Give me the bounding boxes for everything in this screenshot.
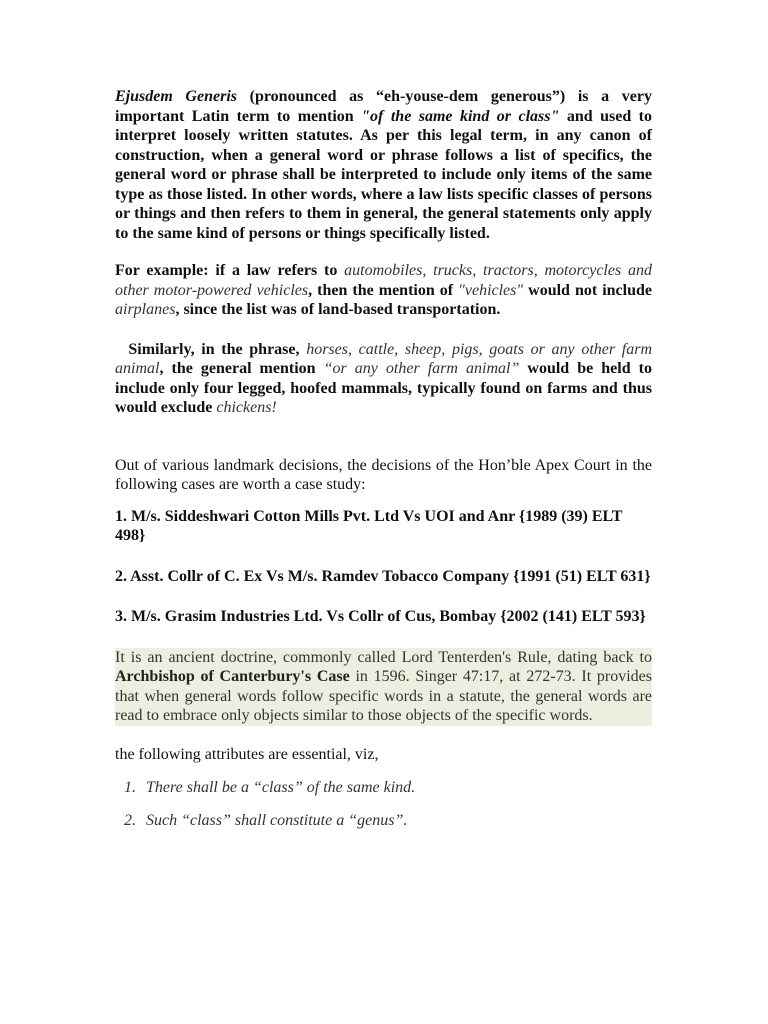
intro-paragraph (115, 87, 652, 243)
similar-animal-list: horses, cattle, sheep, pigs, goats or any other farm animal (115, 340, 653, 377)
doctrine-text-1: It is an ancient doctrine, commonly called Lord Tenterden's Rule, dating back to (115, 648, 652, 666)
intro-quote: "of the same kind or class" (361, 107, 560, 125)
example-vehicles-word: "vehicles" (458, 281, 524, 299)
intro-text-1: (pronounced as “eh-youse-dem generous”) is a very important Latin term to mention (115, 88, 653, 125)
list-item: 2. Such “class” shall constitute a “genus”. (140, 811, 652, 831)
document-body (115, 87, 652, 843)
similarly-paragraph (115, 340, 652, 418)
list-item: 1. There shall be a “class” of the same kind. (140, 778, 652, 798)
example-airplanes: airplanes (115, 301, 176, 318)
similar-lead: Similarly, in the phrase, (128, 340, 307, 358)
example-lead: For example: if a law refers to (115, 262, 345, 279)
term-ejusdem-generis: Ejusdem Generis (115, 88, 237, 105)
example-paragraph (115, 261, 652, 320)
case-citation-3: 3. M/s. Grasim Industries Ltd. Vs Collr of Cus, Bombay {2002 (141) ELT 593} (115, 608, 646, 625)
attributes-lead: the following attributes are essential, viz, (115, 745, 379, 763)
example-mid2: would not include (523, 281, 653, 299)
doctrine-case-name: Archbishop of Canterbury's Case (115, 668, 350, 685)
similar-mid2: would be held to include only four legged, hoofed mammals, typically found on farms and thus would exclude (115, 360, 652, 416)
similar-mid: , the general mention (159, 360, 324, 377)
similar-chickens: chickens! (216, 399, 277, 416)
example-mid: , then the mention of (308, 281, 459, 299)
landmark-paragraph: Out of various landmark decisions, the decisions of the Hon’ble Apex Court in the following cases are worth a case study: (115, 456, 652, 493)
doctrine-highlighted-paragraph (115, 648, 652, 726)
doctrine-text-2: in 1596. Singer 47:17, at 272-73. It provides that when general words follow specific words in a statute, the general words are read to embrace only objects similar to those objects of the specific words. (115, 668, 652, 724)
case-citation-1: 1. M/s. Siddeshwari Cotton Mills Pvt. Ltd Vs UOI and Anr {1989 (39) ELT 498} (115, 507, 623, 544)
intro-text-2: and used to interpret loosely written statutes. As per this legal term, in any canon of construction, when a general word or phrase follows a list of specifics, the general word or phrase shall be interpreted to include only items of the same type as those listed. In other words, where a law lists specific classes of persons or things and then refers to them in general, the general statements only apply to the same kind of persons or things specifically listed. (115, 107, 653, 242)
example-end: , since the list was of land-based transportation. (175, 301, 501, 318)
similar-quote: “or any other farm animal” (323, 360, 520, 377)
attributes-list (115, 778, 652, 830)
case-citation-2: 2. Asst. Collr of C. Ex Vs M/s. Ramdev Tobacco Company {1991 (51) ELT 631} (115, 567, 651, 585)
example-vehicle-list: automobiles, trucks, tractors, motorcycles and other motor-powered vehicles (115, 262, 653, 299)
